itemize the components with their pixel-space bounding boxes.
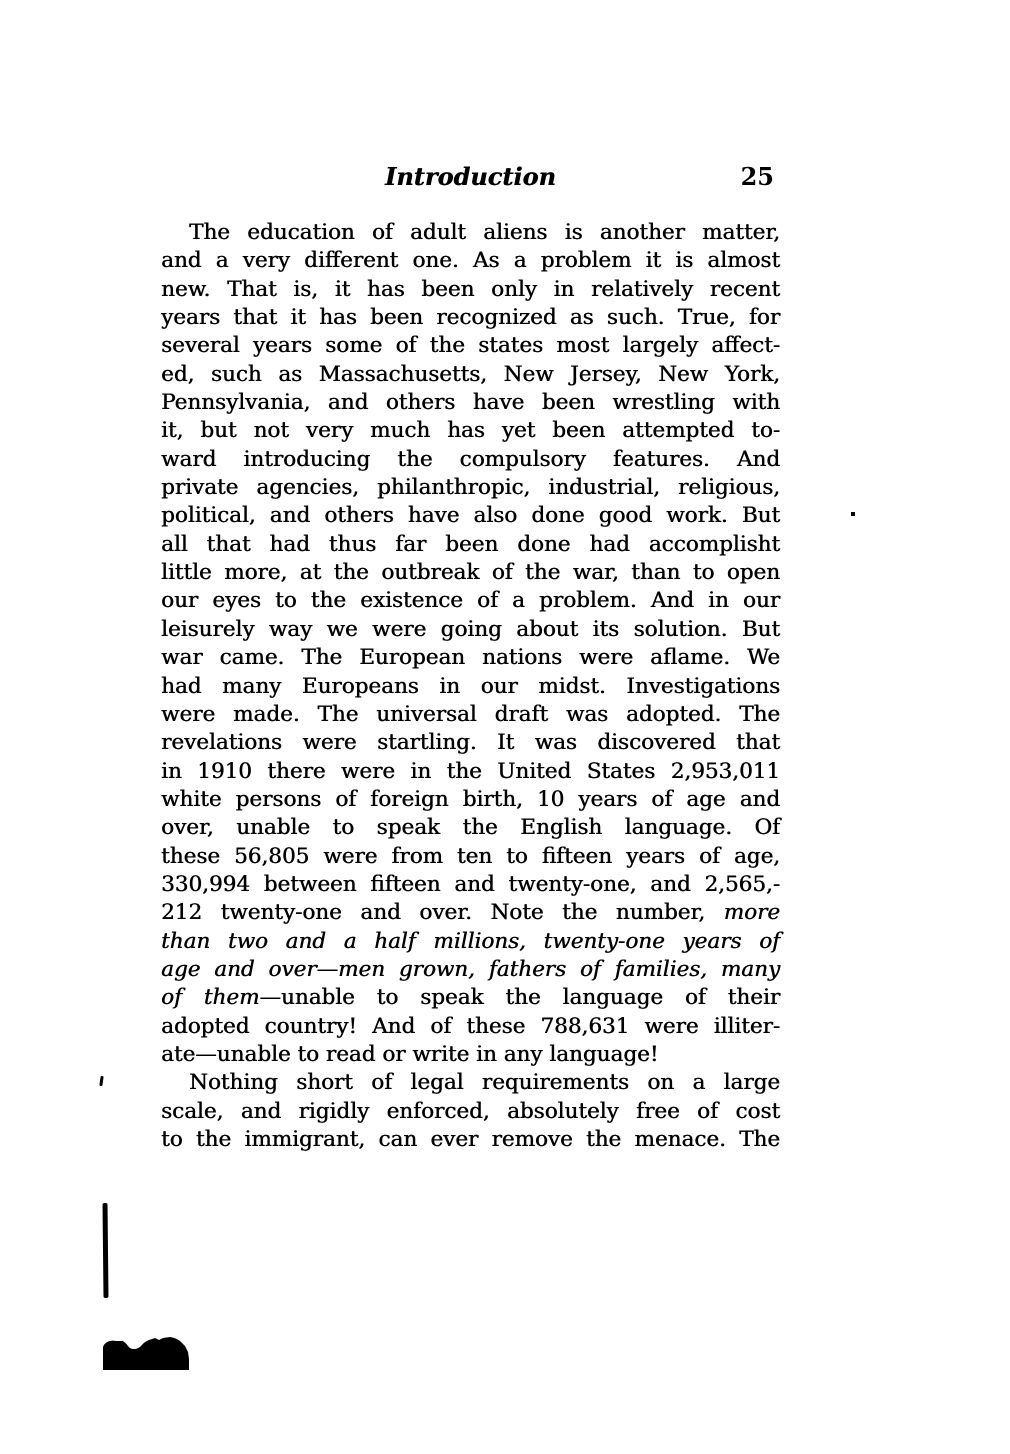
text-segment: leisurely way we were going about its solution. But [161, 616, 780, 642]
text-segment: 212 twenty-one and over. Note the number, [161, 900, 724, 926]
text-line [161, 1098, 780, 1126]
ink-blot [102, 1336, 190, 1370]
text-segment: Nothing short of legal requirements on a large [189, 1070, 780, 1096]
text-segment: white persons of foreign birth, 10 years of age and [161, 786, 780, 812]
text-line [161, 247, 780, 275]
body-text [161, 219, 780, 1154]
text-line [161, 502, 780, 530]
text-line [161, 361, 780, 389]
text-line [161, 1126, 780, 1154]
text-segment: private agencies, philanthropic, industrial, religious, [161, 475, 780, 501]
text-line [161, 332, 780, 360]
text-line [161, 276, 780, 304]
text-segment: —unable to speak the language of their [259, 985, 780, 1011]
text-line [161, 644, 780, 672]
text-segment: revelations were startling. It was discovered that [161, 730, 780, 756]
text-segment: had many Europeans in our midst. Investigations [161, 673, 780, 699]
text-line [161, 729, 780, 757]
text-line [161, 899, 780, 927]
text-segment: years that it has been recognized as such. True, for [161, 305, 780, 331]
text-segment: all that had thus far been done had accomplisht [161, 531, 780, 557]
text-line [161, 673, 780, 701]
text-segment: to the immigrant, can ever remove the menace. The [161, 1127, 780, 1152]
text-line [161, 1013, 780, 1041]
ink-speck [851, 512, 855, 516]
text-line [161, 587, 780, 615]
text-segment: scale, and rigidly enforced, absolutely free of cost [161, 1098, 780, 1124]
text-line [161, 616, 780, 644]
vertical-ink-streak [103, 1203, 109, 1298]
text-segment: 330,994 between fifteen and twenty-one, and 2,565,- [161, 871, 780, 897]
text-segment: war came. The European nations were aflame. We [161, 645, 780, 671]
text-line [161, 389, 780, 417]
running-head-title: Introduction [385, 162, 556, 191]
text-segment: over, unable to speak the English language. Of [161, 815, 780, 841]
text-line [161, 956, 780, 984]
text-line [161, 474, 780, 502]
text-segment: and a very different one. As a problem it is almost [161, 248, 780, 274]
text-line [161, 446, 780, 474]
text-segment: little more, at the outbreak of the war, than to open [161, 560, 780, 586]
text-segment: our eyes to the existence of a problem. And in our [161, 588, 780, 614]
text-segment: it, but not very much has yet been attempted to- [161, 418, 780, 444]
page-number: 25 [740, 162, 774, 191]
apostrophe-tick [99, 1076, 103, 1086]
text-line [161, 871, 780, 899]
text-segment: were made. The universal draft was adopted. The [161, 701, 780, 727]
text-line [161, 304, 780, 332]
text-line [161, 928, 780, 956]
text-segment: these 56,805 were from ten to fifteen years of age, [161, 843, 780, 869]
text-segment: political, and others have also done good work. But [161, 503, 780, 529]
text-line [161, 559, 780, 587]
text-segment: The education of adult aliens is another matter, [189, 220, 780, 245]
text-segment: in 1910 there were in the United States 2,953,011 [161, 758, 780, 784]
text-line [161, 531, 780, 559]
text-line [161, 417, 780, 445]
text-line [161, 1069, 780, 1097]
text-line [161, 219, 780, 247]
italic-text-segment: of them [161, 985, 260, 1011]
text-segment: adopted country! And of these 788,631 were illiter- [161, 1013, 780, 1039]
text-line [161, 786, 780, 814]
text-segment: several years some of the states most largely affect- [161, 333, 780, 359]
text-segment: ed, such as Massachusetts, New Jersey, New York, [161, 361, 780, 387]
text-line [161, 984, 780, 1012]
text-line [161, 814, 780, 842]
italic-text-segment: more [723, 900, 780, 926]
text-segment: ate—unable to read or write in any language! [161, 1041, 659, 1067]
text-segment: ward introducing the compulsory features. And [161, 446, 780, 472]
italic-text-segment: age and over—men grown, fathers of families, many [161, 956, 780, 982]
text-segment: new. That is, it has been only in relatively recent [161, 276, 780, 302]
page-header [161, 162, 780, 192]
text-line [161, 701, 780, 729]
text-line [161, 1041, 780, 1069]
text-line [161, 843, 780, 871]
text-segment: Pennsylvania, and others have been wrestling with [161, 390, 780, 416]
text-line [161, 758, 780, 786]
italic-text-segment: than two and a half millions, twenty-one years of [161, 928, 780, 954]
